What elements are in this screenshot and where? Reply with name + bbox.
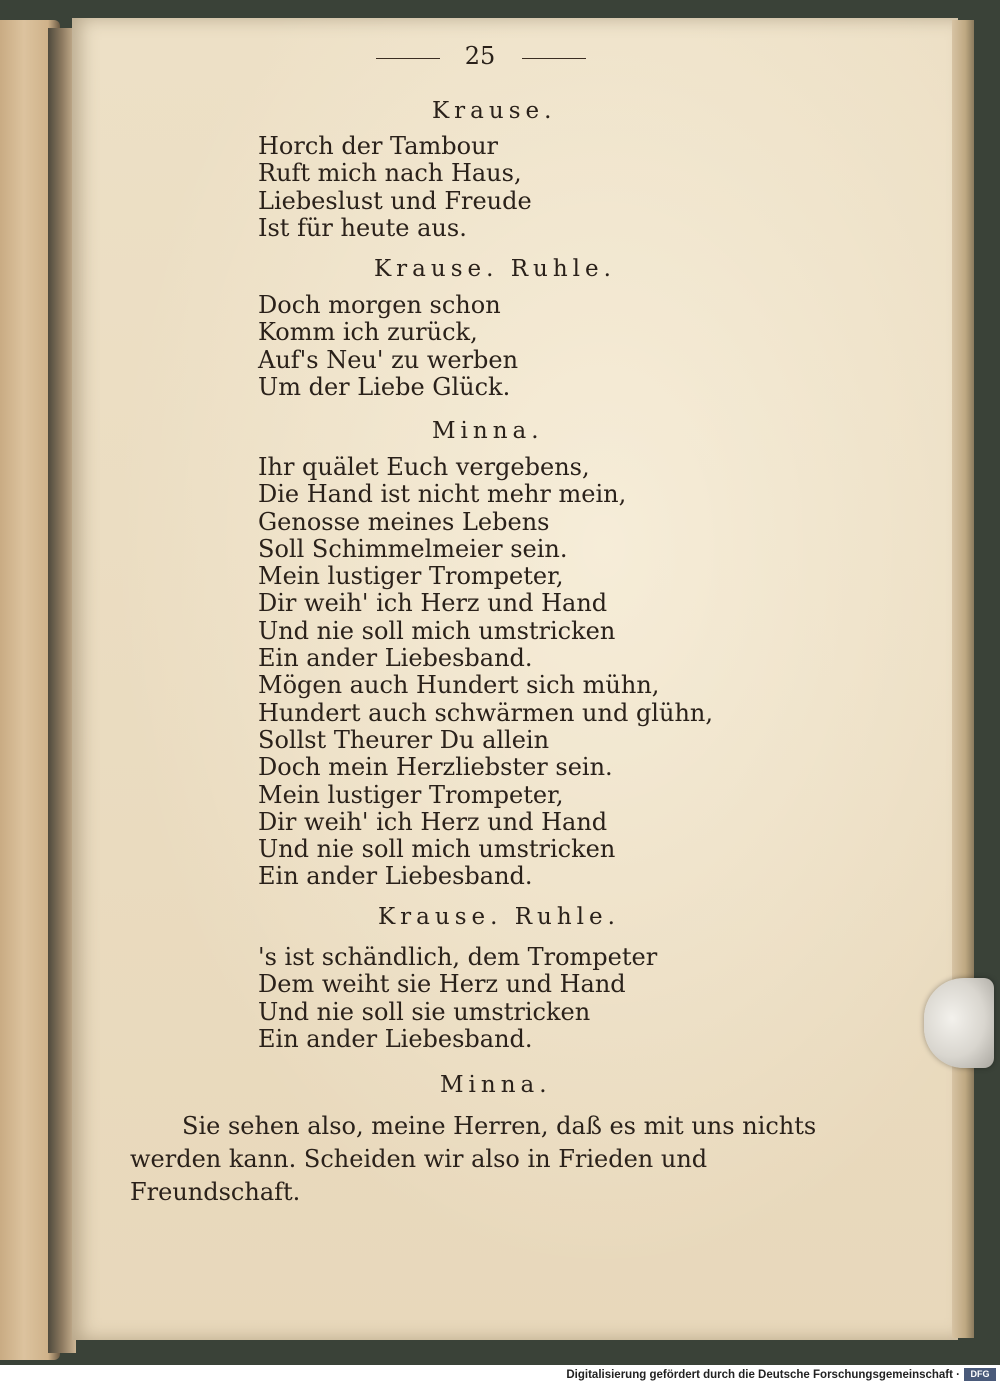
page-clip <box>924 978 994 1068</box>
verse-line: Dem weiht sie Herz und Hand <box>258 970 626 999</box>
verse-block <box>258 292 518 401</box>
verse-line: Doch mein Herzliebster sein. <box>258 753 613 782</box>
verse-block <box>258 133 532 242</box>
verse-line: Um der Liebe Glück. <box>258 372 511 401</box>
speaker-heading: Krause. <box>432 98 557 124</box>
prose-line: Sie sehen also, meine Herren, daß es mit uns nichts <box>182 1112 817 1140</box>
speaker-heading: Minna. <box>432 418 544 444</box>
verse-line: Und nie soll mich umstricken <box>258 616 616 645</box>
verse-line: Mögen auch Hundert sich mühn, <box>258 671 660 700</box>
verse-line: Ruft mich nach Haus, <box>258 159 522 188</box>
verse-block <box>258 454 713 891</box>
verse-block <box>258 944 657 1053</box>
dfg-logo: DFG <box>964 1368 996 1381</box>
verse-line: Dir weih' ich Herz und Hand <box>258 589 608 618</box>
verse-line: Horch der Tambour <box>258 132 498 160</box>
verse-line: Mein lustiger Trompeter, <box>258 780 564 809</box>
right-page-edge <box>952 20 974 1338</box>
verse-line: Komm ich zurück, <box>258 318 478 347</box>
verse-line: Und nie soll sie umstricken <box>258 997 591 1026</box>
verse-line: Auf's Neu' zu werben <box>258 345 519 374</box>
prose-line: werden kann. Scheiden wir also in Frieden und Freundschaft. <box>130 1145 708 1206</box>
verse-line: Soll Schimmelmeier sein. <box>258 534 568 563</box>
verse-line: Die Hand ist nicht mehr mein, <box>258 480 627 509</box>
verse-line: Sollst Theurer Du allein <box>258 725 550 754</box>
page-number: 25 <box>464 42 496 70</box>
footer-bar <box>0 1365 1000 1385</box>
prose-paragraph <box>130 1110 855 1209</box>
verse-line: Hundert auch schwärmen und glühn, <box>258 698 713 727</box>
verse-line: Und nie soll mich umstricken <box>258 835 616 864</box>
verse-line: Ihr quälet Euch vergebens, <box>258 453 590 481</box>
verse-line: Dir weih' ich Herz und Hand <box>258 807 608 836</box>
verse-line: Ein ander Liebesband. <box>258 862 533 891</box>
page-number-rule-right <box>522 58 586 59</box>
speaker-heading: Krause. Ruhle. <box>374 256 616 282</box>
speaker-heading: Krause. Ruhle. <box>378 904 620 930</box>
verse-line: 's ist schändlich, dem Trompeter <box>258 943 658 971</box>
verse-line: Mein lustiger Trompeter, <box>258 562 564 591</box>
verse-line: Ein ander Liebesband. <box>258 1024 533 1053</box>
verse-line: Liebeslust und Freude <box>258 186 532 215</box>
funding-credit: Digitalisierung gefördert durch die Deutsche Forschungsgemeinschaft · <box>566 1369 960 1381</box>
verse-line: Genosse meines Lebens <box>258 507 550 536</box>
verse-line: Ein ander Liebesband. <box>258 644 533 673</box>
verse-line: Ist für heute aus. <box>258 213 467 242</box>
page-number-rule-left <box>376 58 440 59</box>
speaker-heading: Minna. <box>440 1072 552 1098</box>
verse-line: Doch morgen schon <box>258 291 501 319</box>
